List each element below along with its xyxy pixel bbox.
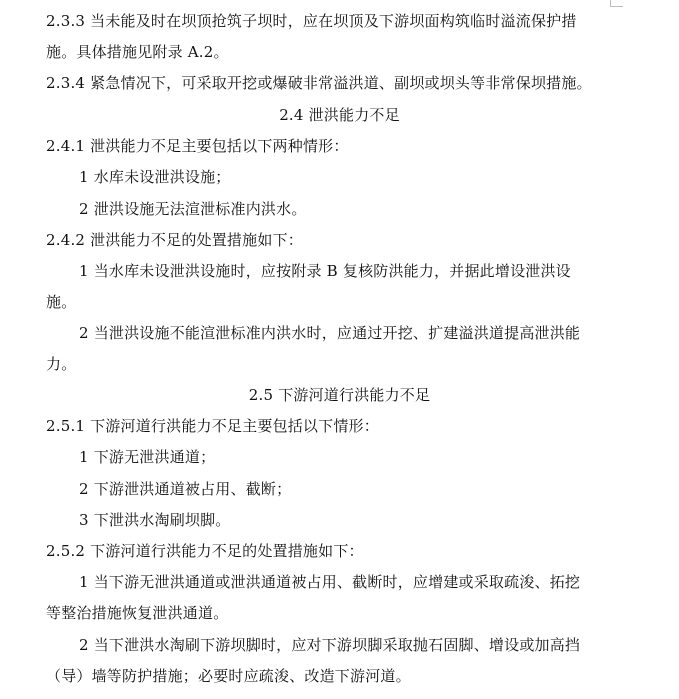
list-item-2-4-2-1-line-2: 施。 — [46, 293, 77, 311]
list-item-2-5-1-1: 1 下游无泄洪通道； — [79, 448, 216, 466]
section-heading-2-4: 2.4 泄洪能力不足 — [279, 106, 400, 124]
clause-2-4-2: 2.4.2 泄洪能力不足的处置措施如下： — [46, 231, 303, 249]
clause-2-3-4: 2.3.4 紧急情况下，可采取开挖或爆破非常溢洪道、副坝或坝头等非常保坝措施。 — [46, 74, 592, 92]
list-item-2-4-1-2: 2 泄洪设施无法渲泄标准内洪水。 — [79, 200, 307, 218]
clause-2-3-3-line-2: 施。具体措施见附录 A.2。 — [46, 43, 229, 61]
page-corner-mark — [610, 0, 623, 7]
section-heading-2-5: 2.5 下游河道行洪能力不足 — [248, 386, 431, 404]
list-item-2-4-2-1-line-1: 1 当水库未设泄洪设施时，应按附录 B 复核防洪能力，并据此增设泄洪设 — [79, 262, 571, 280]
list-item-2-5-2-2-line-1: 2 当下泄洪水淘刷下游坝脚时，应对下游坝脚采取抛石固脚、增设或加高挡 — [79, 636, 581, 654]
list-item-2-4-2-2-line-2: 力。 — [46, 355, 77, 373]
clause-2-4-1: 2.4.1 泄洪能力不足主要包括以下两种情形： — [46, 137, 349, 155]
clause-2-5-1: 2.5.1 下游河道行洪能力不足主要包括以下情形： — [46, 417, 379, 435]
list-item-2-5-1-2: 2 下游泄洪通道被占用、截断； — [79, 480, 292, 498]
list-item-2-5-2-1-line-2: 等整治措施恢复泄洪通道。 — [46, 604, 229, 622]
list-item-2-5-2-1-line-1: 1 当下游无泄洪通道或泄洪通道被占用、截断时，应增建或采取疏浚、拓挖 — [79, 573, 581, 591]
clause-2-5-2: 2.5.2 下游河道行洪能力不足的处置措施如下： — [46, 542, 364, 560]
list-item-2-4-2-2-line-1: 2 当泄洪设施不能渲泄标准内洪水时，应通过开挖、扩建溢洪道提高泄洪能 — [79, 324, 581, 342]
list-item-2-5-2-2-line-2: （导）墙等防护措施；必要时应疏浚、改造下游河道。 — [46, 667, 411, 685]
clause-2-3-3-line-1: 2.3.3 当未能及时在坝顶抢筑子坝时，应在坝顶及下游坝面构筑临时溢流保护措 — [46, 12, 577, 30]
list-item-2-4-1-1: 1 水库未设泄洪设施； — [79, 168, 231, 186]
list-item-2-5-1-3: 3 下泄洪水淘刷坝脚。 — [79, 511, 231, 529]
